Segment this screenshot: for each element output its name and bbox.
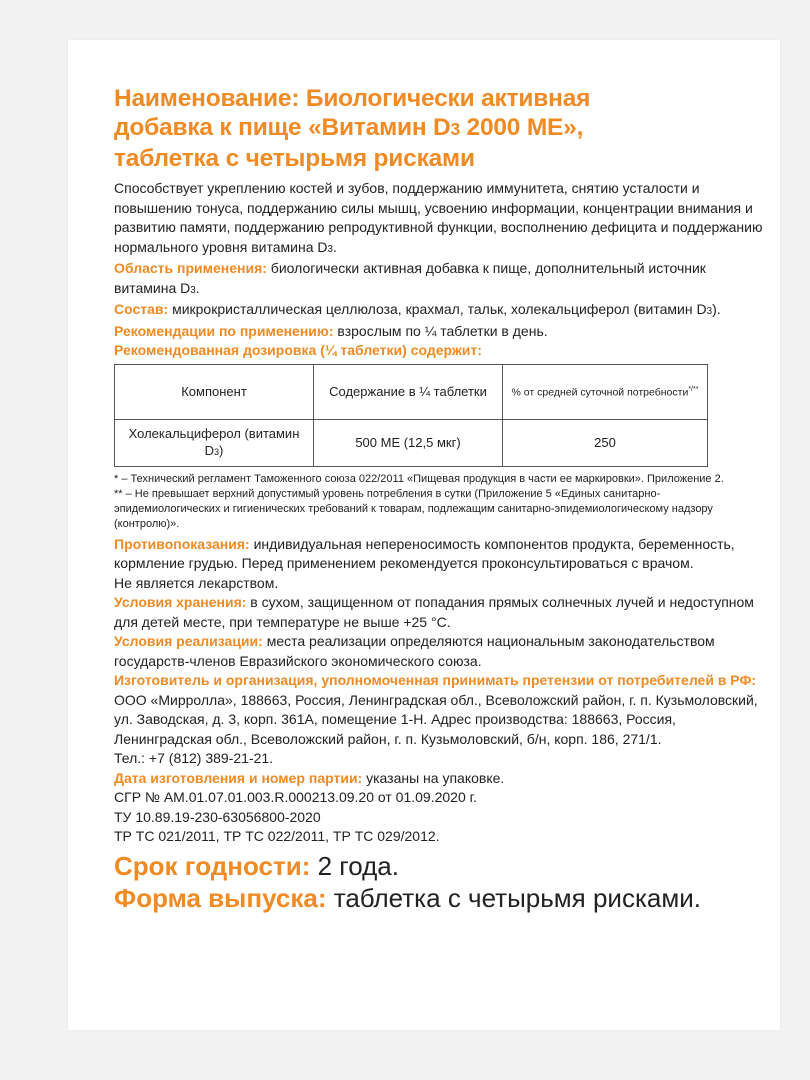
recommendations-section: Рекомендации по применению: взрослым по ¼ таблетки в день. (114, 322, 548, 339)
dosage-table (114, 364, 708, 467)
not-drug-note: Не является лекарством. (114, 574, 279, 591)
table-header-row (115, 364, 708, 419)
manufacturer-label: Изготовитель и организация, уполномоченная принимать претензии от потребителей в РФ: (114, 672, 757, 688)
contraindications-label: Противопоказания: (114, 535, 250, 552)
date-section: Дата изготовления и номер партии: указаны на упаковке. (114, 769, 505, 786)
application-section: Область применения: биологически активная добавка к пище, дополнительный источник витамина D3. (114, 260, 706, 296)
composition-label: Состав: (114, 301, 169, 317)
table-cell-percent: 250 (503, 419, 708, 466)
application-label: Область применения: (114, 260, 267, 276)
sale-label: Условия реализации: (114, 633, 263, 649)
shelf-life-label: Срок годности: (114, 850, 311, 881)
table-cell-component: Холекальциферол (витамин D3) (115, 419, 314, 466)
manufacturer-section: Изготовитель и организация, уполномоченная принимать претензии от потребителей в РФ: ООО «Мирролла», 188663, Россия, Ленинградская обл., Всеволожский район, г. п. Кузьмоловский, ул. Заводская, д. 3, корп. 361А, помещение 1-Н. Адрес производства: 188663, Россия, Ленинградская обл., Всеволожский район, г. п. Кузьмоловский, б/н, корп. 186, 271/1. (114, 672, 758, 747)
product-title: Наименование: Биологически активная добавка к пище «Витамин D3 2000 МЕ», таблетка с четырьмя рисками (114, 85, 591, 172)
footnote-1: * – Технический регламент Таможенного союза 022/2011 «Пищевая продукция в части ее маркировки». Приложение 2. (114, 472, 724, 485)
tr-ts-list: ТР ТС 021/2011, ТР ТС 022/2011, ТР ТС 029/2012. (114, 828, 440, 844)
phone: Тел.: +7 (812) 389-21-21. (114, 750, 274, 766)
sgr-number: СГР № AM.01.07.01.003.R.000213.09.20 от 01.09.2020 г. (114, 789, 477, 805)
contraindications-section: Противопоказания: индивидуальная непереносимость компонентов продукта, беременность, кормление грудью. Перед применением рекомендуется проконсультироваться с врачом. (114, 535, 735, 571)
release-form-label: Форма выпуска: (114, 882, 327, 913)
description: Способствует укреплению костей и зубов, поддержанию иммунитета, снятию усталости и повышению тонуса, поддержанию силы мышц, усвоению информации, концентрации внимания и развитию памяти, поддержанию репродуктивной функции, восполнению дефицита и поддержанию нормального уровня витамина D3. (114, 180, 763, 255)
tu-number: ТУ 10.89.19-230-63056800-2020 (114, 808, 321, 825)
release-form: Форма выпуска: таблетка с четырьмя рисками. (114, 882, 701, 913)
shelf-life: Срок годности: 2 года. (114, 850, 399, 881)
recommendations-label: Рекомендации по применению: (114, 322, 334, 339)
label-content (114, 84, 764, 914)
table-header-percent: % от средней суточной потребности*/** (503, 364, 708, 419)
dosage-heading: Рекомендованная дозировка (¼ таблетки) содержит: (114, 342, 482, 358)
sale-section: Условия реализации: места реализации определяются национальным законодательством государств-членов Евразийского экономического союза. (114, 633, 715, 669)
storage-label: Условия хранения: (114, 594, 247, 610)
package-panel (68, 40, 780, 1030)
table-cell-content: 500 МЕ (12,5 мкг) (314, 419, 503, 466)
storage-section: Условия хранения: в сухом, защищенном от попадания прямых солнечных лучей и недоступном для детей месте, при температуре не выше +25 °С. (114, 594, 754, 630)
footnote-2: ** – Не превышает верхний допустимый уровень потребления в сутки (Приложение 5 «Единых санитарно-эпидемиологических и гигиенических требований к товарам, подлежащим санитарно-эпидемиологическому надзору (контролю)». (114, 487, 713, 530)
table-header-content: Содержание в ¼ таблетки (314, 364, 503, 419)
composition-section: Состав: микрокристаллическая целлюлоза, крахмал, тальк, холекальциферол (витамин D3). (114, 301, 721, 317)
table-header-component: Компонент (115, 364, 314, 419)
date-label: Дата изготовления и номер партии: (114, 769, 363, 786)
table-row (115, 419, 708, 466)
